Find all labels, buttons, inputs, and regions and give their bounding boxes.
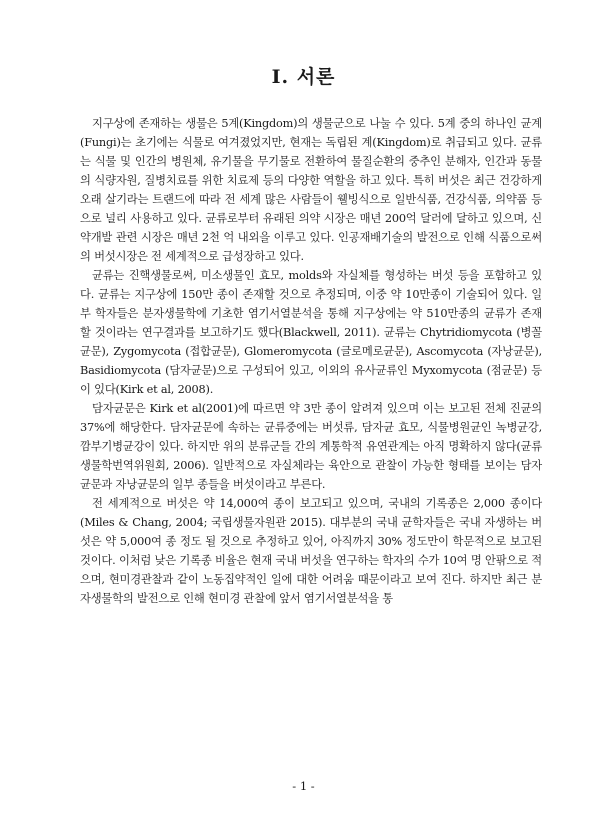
paragraph-1: 지구상에 존재하는 생물은 5계(Kingdom)의 생물군으로 나눌 수 있다. 5계 중의 하나인 균계(Fungi)는 초기에는 식물로 여겨졌었지만, 현재는 독립된 계(Kingdom)로 취급되고 있다. 균류는 식물 및 인간의 병원체, 유기물을 무기물로 전환하여 물질순환의 중추인 분해자, 인간과 동물의 식량자원, 질병치료를 위한 치료제 등의 다양한 역할을 하고 있다. 특히 버섯은 최근 건강하게 오래 살기라는 트랜드에 따라 전 세계 많은 사람들이 웰빙식으로 일반식품, 건강식품, 의약품 등으로 널리 사용하고 있다. 균류로부터 유래된 의약 시장은 매년 200억 달러에 달하고 있으며, 신약개발 관련 시장은 매년 2천 억 내외을 이루고 있다. 인공재배기술의 발전으로 인해 식품으로써의 버섯시장은 전 세계적으로 급성장하고 있다. xyxy=(80,117,542,263)
paragraph-2: 균류는 진핵생물로써, 미소생물인 효모, molds와 자실체를 형성하는 버섯 등을 포함하고 있다. 균류는 지구상에 150만 종이 존재할 것으로 추정되며, 이중 약 10만종이 기술되어 있다. 일부 학자들은 분자생물학에 기초한 염기서열분석을 통해 지구상에는 약 510만종의 균류가 존재 할 것이라는 연구결과를 보고하기도 했다(Blackwell, 2011). 균류는 Chytridiomycota (병꼴균문), Zygomycota (접합균문), Glomeromycota (글로메로균문), Ascomycota (자낭균문), Basidiomycota (담자균문)으로 구성되어 있고, 이외의 유사균류인 Myxomycota (점균문) 등이 있다(Kirk et al, 2008). xyxy=(80,269,542,396)
paragraph-3: 담자균문은 Kirk et al(2001)에 따르면 약 3만 종이 알려져 있으며 이는 보고된 전체 진균의 37%에 해당한다. 담자균문에 속하는 균류중에는 버섯류, 담자균 효모, 식물병원균인 녹병균강, 깜부기병균강이 있다. 하지만 위의 분류군들 간의 계통학적 유연관계는 아직 명확하지 않다(균류생물학번역위원회, 2006). 일반적으로 자실체라는 육안으로 관찰이 가능한 형태를 보이는 담자균문과 자낭균문의 일부 종들을 버섯이라고 부른다. xyxy=(80,402,542,491)
page-number: - 1 - xyxy=(292,779,315,793)
body-text xyxy=(80,114,542,608)
paragraph-4: 전 세계적으로 버섯은 약 14,000여 종이 보고되고 있으며, 국내의 기록종은 2,000 종이다(Miles & Chang, 2004; 국립생물자원관 2015). 대부분의 국내 균학자들은 국내 자생하는 버섯은 약 5,000여 종 정도 될 것으로 추정하고 있어, 아직까지 30% 정도만이 학문적으로 보고된 것이다. 이처럼 낮은 기록종 비율은 현재 국내 버섯을 연구하는 학자의 수가 10여 명 안팎으로 적으며, 현미경관찰과 같이 노동집약적인 일에 대한 어려움 때문이라고 보여 진다. 하지만 최근 분자생물학의 발전으로 인해 현미경 관찰에 앞서 염기서열분석을 통 xyxy=(80,497,542,605)
section-title: Ⅰ. 서론 xyxy=(271,66,336,88)
